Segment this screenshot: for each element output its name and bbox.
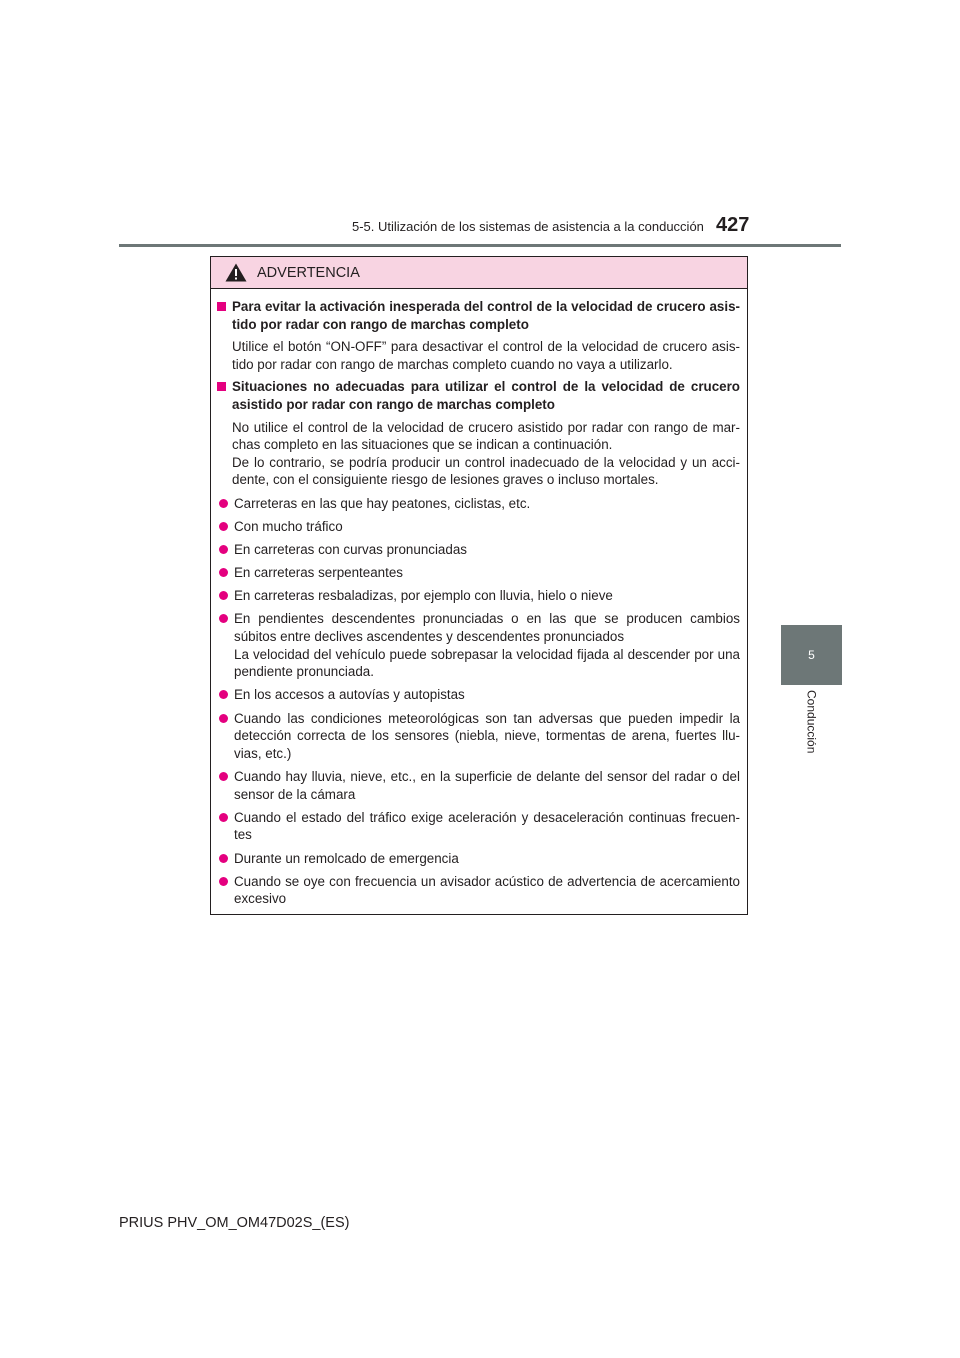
round-bullet-icon bbox=[219, 877, 228, 886]
list-item bbox=[217, 710, 740, 763]
list-item bbox=[217, 495, 740, 513]
round-bullet-icon bbox=[219, 522, 228, 531]
header-section-title: 5-5. Utilización de los sistemas de asistencia a la conducción bbox=[352, 219, 704, 234]
list-item-text: En carreteras resbaladizas, por ejemplo con lluvia, hielo o nieve bbox=[234, 588, 613, 604]
list-item bbox=[217, 518, 740, 536]
paragraph-line: De lo contrario, se podría producir un control inadecuado de la velocidad y un accidente, con el consiguiente riesgo de lesiones graves o incluso mortales. bbox=[232, 454, 740, 488]
list-item-text: Cuando las condiciones meteorológicas son tan adversas que pueden impedir la detección correcta de los sensores (niebla, nieve, tormentas de arena, fuertes lluvias, etc.) bbox=[234, 710, 740, 761]
page-number: 427 bbox=[716, 214, 750, 236]
round-bullet-icon bbox=[219, 813, 228, 822]
warning-box bbox=[210, 256, 748, 915]
round-bullet-icon bbox=[219, 772, 228, 781]
chapter-number: 5 bbox=[808, 648, 815, 662]
round-bullet-icon bbox=[219, 545, 228, 554]
list-item bbox=[217, 873, 740, 908]
list-item-text: En los accesos a autovías y autopistas bbox=[234, 687, 465, 703]
list-item bbox=[217, 541, 740, 559]
warning-body bbox=[211, 289, 747, 908]
list-item-text: En carreteras con curvas pronunciadas bbox=[234, 541, 467, 557]
square-bullet-icon bbox=[217, 302, 226, 311]
list-item-note: La velocidad del vehículo puede sobrepasar la velocidad fijada al descender por una pendiente pronunciada. bbox=[234, 646, 740, 680]
chapter-label bbox=[781, 680, 842, 780]
list-item bbox=[217, 610, 740, 680]
list-item bbox=[217, 686, 740, 704]
round-bullet-icon bbox=[219, 690, 228, 699]
list-item bbox=[217, 809, 740, 844]
section-heading-text: Situaciones no adecuadas para utilizar el control de la velocidad de crucero asistido por radar con rango de marchas completo bbox=[232, 379, 740, 412]
paragraph-line: No utilice el control de la velocidad de crucero asistido por radar con rango de marchas completo en las situaciones que se indican a continuación. bbox=[232, 419, 740, 453]
warning-title: ADVERTENCIA bbox=[257, 264, 360, 281]
round-bullet-icon bbox=[219, 614, 228, 623]
round-bullet-icon bbox=[219, 714, 228, 723]
list-item-text: En carreteras serpenteantes bbox=[234, 565, 403, 581]
list-item-text: Con mucho tráfico bbox=[234, 518, 343, 534]
paragraph: Utilice el botón “ON-OFF” para desactivar el control de la velocidad de crucero asistido por radar con rango de marchas completo cuando no vaya a utilizarlo. bbox=[232, 339, 740, 372]
section-heading-text: Para evitar la activación inesperada del control de la velocidad de crucero asistido por radar con rango de marchas completo bbox=[232, 299, 740, 332]
list-item-text: Cuando el estado del tráfico exige aceleración y desaceleración continuas frecuentes bbox=[234, 809, 740, 843]
list-item bbox=[217, 768, 740, 803]
chapter-name: Conducción bbox=[804, 690, 819, 754]
list-item bbox=[217, 587, 740, 605]
round-bullet-icon bbox=[219, 591, 228, 600]
round-bullet-icon bbox=[219, 568, 228, 577]
document-code: PRIUS PHV_OM_OM47D02S_(ES) bbox=[119, 1215, 350, 1231]
section-heading bbox=[217, 298, 740, 333]
list-item-text bbox=[234, 610, 740, 680]
warning-triangle-icon bbox=[225, 263, 247, 282]
header-divider bbox=[119, 244, 841, 247]
list-item-text: Cuando hay lluvia, nieve, etc., en la superficie de delante del sensor del radar o del sensor de la cámara bbox=[234, 769, 740, 802]
list-item-text: Cuando se oye con frecuencia un avisador acústico de advertencia de acercamiento excesivo bbox=[234, 873, 740, 907]
warning-header bbox=[211, 257, 747, 289]
list-item-line: En pendientes descendentes pronunciadas o en las que se producen cambios súbitos entre declives ascendentes y descendentes pronunciados bbox=[234, 611, 740, 645]
round-bullet-icon bbox=[219, 499, 228, 508]
list-item-text: Carreteras en las que hay peatones, ciclistas, etc. bbox=[234, 495, 531, 511]
section-heading bbox=[217, 378, 740, 413]
list-item bbox=[217, 850, 740, 868]
list-item-text: Durante un remolcado de emergencia bbox=[234, 850, 459, 866]
square-bullet-icon bbox=[217, 382, 226, 391]
list-item bbox=[217, 564, 740, 582]
paragraph bbox=[217, 419, 740, 489]
round-bullet-icon bbox=[219, 854, 228, 863]
chapter-tab[interactable] bbox=[781, 625, 842, 685]
